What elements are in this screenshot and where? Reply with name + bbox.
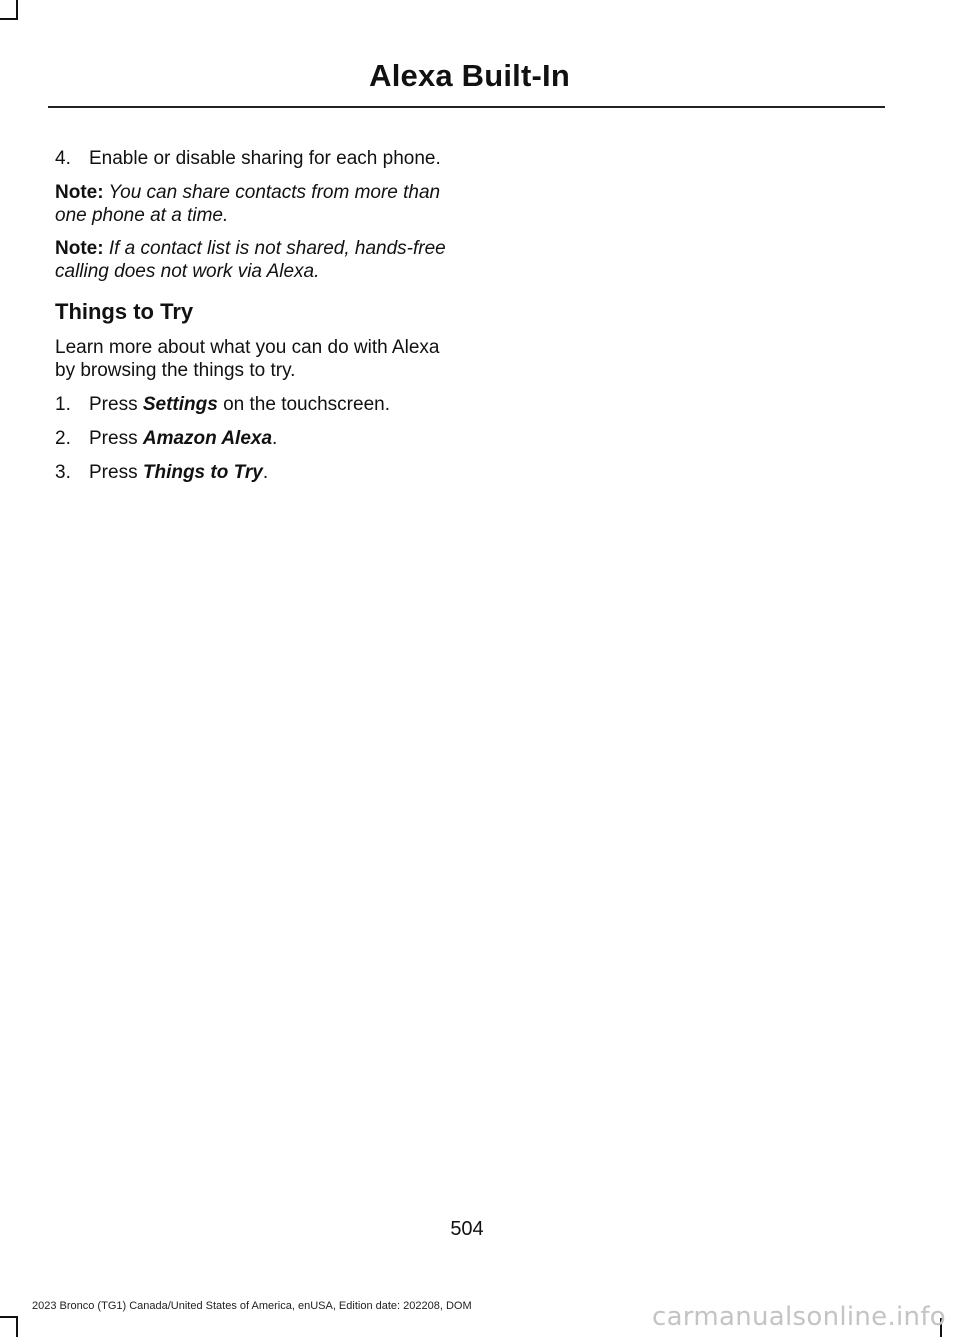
step-3 — [55, 461, 455, 484]
step-number: 2. — [55, 428, 71, 449]
step-4 — [55, 147, 455, 170]
note-label: Note: — [55, 238, 104, 259]
step-suffix: . — [262, 462, 269, 483]
crop-mark-bottom-left-h — [0, 1316, 18, 1318]
step-ui-term: Settings — [142, 394, 218, 415]
main-content — [55, 147, 455, 495]
note-text: If a contact list is not shared, hands-free calling does not work via Alexa. — [55, 238, 446, 282]
note-label: Note: — [55, 182, 104, 203]
header-divider — [48, 106, 885, 108]
watermark: carmanualsonline.info — [651, 1302, 946, 1332]
note-text: You can share contacts from more than one phone at a time. — [55, 182, 441, 226]
step-prefix: Press — [89, 428, 143, 449]
step-ui-term: Amazon Alexa — [142, 428, 273, 449]
page-number: 504 — [450, 1218, 484, 1240]
section-heading: Things to Try — [55, 299, 194, 324]
step-text: Enable or disable sharing for each phone. — [89, 148, 441, 169]
step-2 — [55, 427, 455, 450]
step-number: 3. — [55, 462, 71, 483]
note-1 — [55, 181, 455, 227]
step-suffix: on the touchscreen. — [217, 394, 390, 415]
footer-edition-info: 2023 Bronco (TG1) Canada/United States of America, enUSA, Edition date: 202208, DOM — [32, 1300, 472, 1312]
crop-mark-top-left-v — [16, 0, 18, 20]
section-intro: Learn more about what you can do with Alexa by browsing the things to try. — [55, 337, 440, 381]
page-title: Alexa Built-In — [369, 58, 570, 93]
step-1 — [55, 393, 455, 416]
note-2 — [55, 237, 455, 283]
step-number: 4. — [55, 148, 71, 169]
step-ui-term: Things to Try — [142, 462, 263, 483]
crop-mark-bottom-left-v — [16, 1316, 18, 1337]
step-number: 1. — [55, 394, 71, 415]
crop-mark-top-left-h — [0, 18, 18, 20]
step-prefix: Press — [89, 394, 143, 415]
step-suffix: . — [272, 428, 278, 449]
step-prefix: Press — [89, 462, 143, 483]
